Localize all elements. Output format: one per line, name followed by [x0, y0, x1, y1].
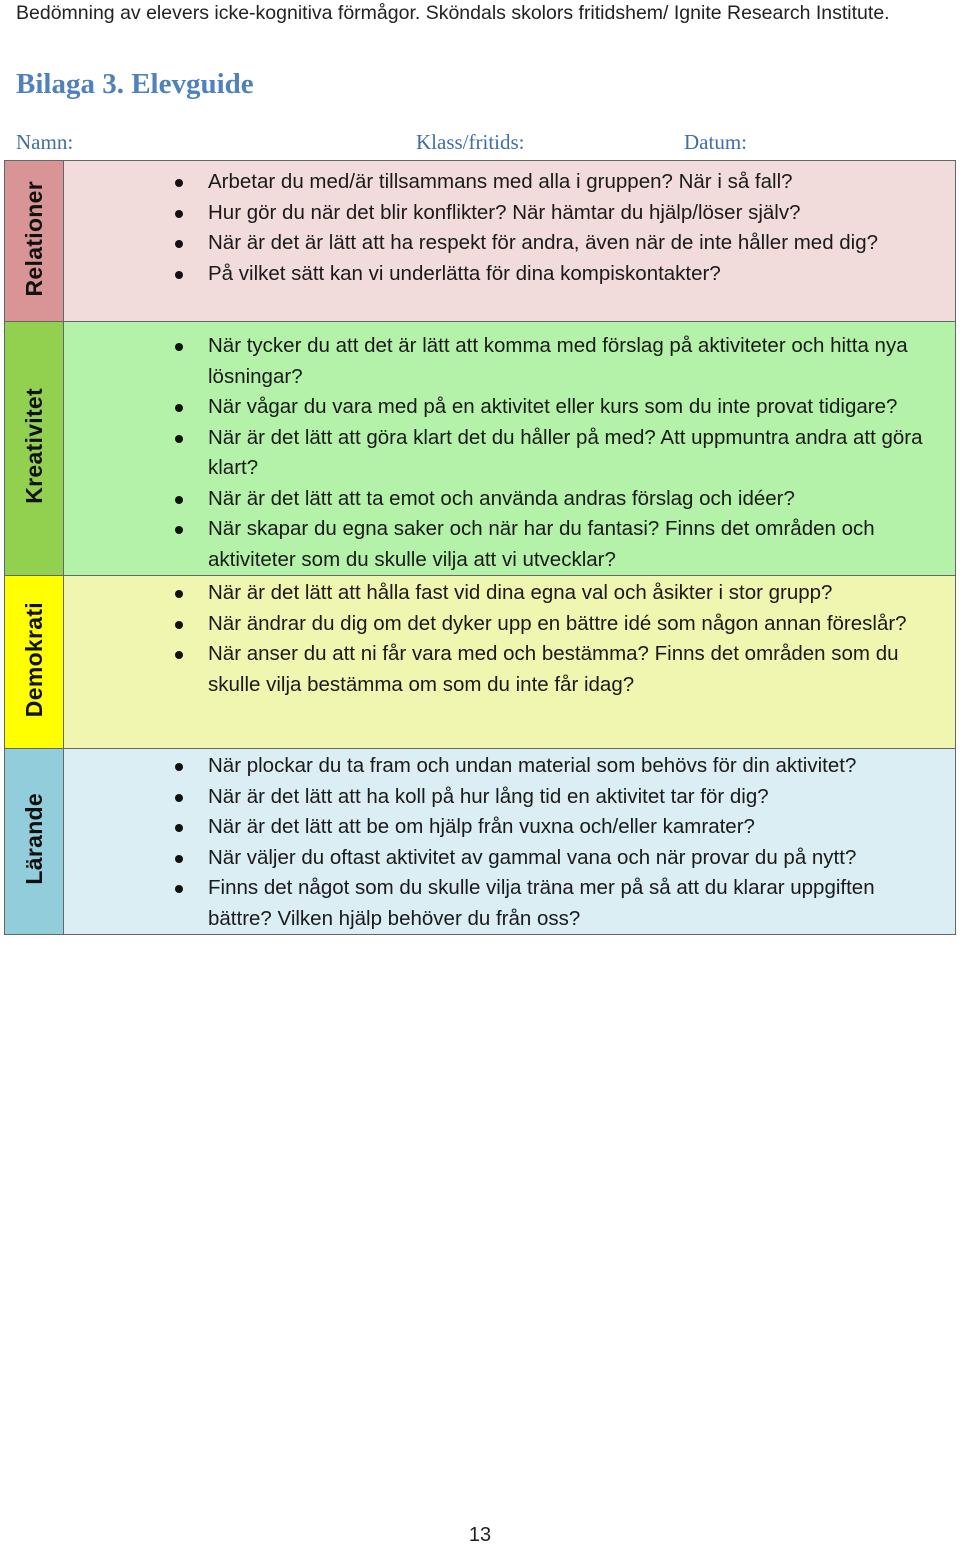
question-item: När är det lätt att göra klart det du håller på med? Att uppmuntra andra att göra klart?: [208, 423, 937, 484]
question-item: När är det lätt att ta emot och använda andras förslag och idéer?: [208, 484, 937, 515]
section-row-kreativitet: [5, 322, 956, 576]
question-item: När är det lätt att hålla fast vid dina egna val och åsikter i stor grupp?: [208, 578, 937, 609]
question-list-larande: [64, 749, 955, 934]
page-title: Bilaga 3. Elevguide: [16, 68, 254, 100]
question-item: När väljer du oftast aktivitet av gammal vana och när provar du på nytt?: [208, 843, 937, 874]
section-label-cell: [5, 749, 64, 935]
running-header: Bedömning av elevers icke-kognitiva förmågor. Sköndals skolors fritidshem/ Ignite Research Institute.: [16, 2, 890, 24]
question-item: När är det lätt att be om hjälp från vuxna och/eller kamrater?: [208, 812, 937, 843]
question-item: När är det lätt att ha koll på hur lång tid en aktivitet tar för dig?: [208, 782, 937, 813]
class-field-label: Klass/fritids:: [416, 130, 525, 154]
section-label-demokrati: Demokrati: [20, 601, 47, 718]
name-field-label: Namn:: [16, 130, 74, 154]
section-label-relationer: Relationer: [20, 180, 47, 297]
question-item: När skapar du egna saker och när har du fantasi? Finns det områden och aktiviteter som du skulle vilja att vi utvecklar?: [208, 514, 937, 575]
question-list-demokrati: [64, 576, 955, 700]
date-field-label: Datum:: [684, 130, 747, 154]
question-item: Hur gör du när det blir konflikter? När hämtar du hjälp/löser själv?: [208, 198, 937, 229]
question-item: Finns det något som du skulle vilja träna mer på så att du klarar uppgiften bättre? Vilken hjälp behöver du från oss?: [208, 873, 937, 934]
student-guide-table: [4, 160, 956, 935]
question-item: När tycker du att det är lätt att komma med förslag på aktiviteter och hitta nya lösningar?: [208, 331, 937, 392]
question-item: När ändrar du dig om det dyker upp en bättre idé som någon annan föreslår?: [208, 609, 937, 640]
section-label-kreativitet: Kreativitet: [20, 388, 47, 504]
section-row-relationer: [5, 161, 956, 322]
section-label-cell: [5, 161, 64, 322]
section-questions-cell: [64, 749, 956, 935]
question-item: När anser du att ni får vara med och bestämma? Finns det områden som du skulle vilja bestämma om som du inte får idag?: [208, 639, 937, 700]
section-label-larande: Lärande: [20, 793, 47, 885]
section-row-larande: [5, 749, 956, 935]
question-item: När är det är lätt att ha respekt för andra, även när de inte håller med dig?: [208, 228, 937, 259]
section-questions-cell: [64, 322, 956, 576]
section-label-cell: [5, 322, 64, 576]
section-questions-cell: [64, 576, 956, 749]
section-row-demokrati: [5, 576, 956, 749]
question-item: Arbetar du med/är tillsammans med alla i gruppen? När i så fall?: [208, 167, 937, 198]
question-list-kreativitet: [64, 322, 955, 575]
question-item: När plockar du ta fram och undan material som behövs för din aktivitet?: [208, 751, 937, 782]
page-number: 13: [468, 1524, 492, 1546]
section-label-cell: [5, 576, 64, 749]
question-item: På vilket sätt kan vi underlätta för dina kompiskontakter?: [208, 259, 937, 290]
question-item: När vågar du vara med på en aktivitet eller kurs som du inte provat tidigare?: [208, 392, 937, 423]
question-list-relationer: [64, 161, 955, 289]
section-questions-cell: [64, 161, 956, 322]
